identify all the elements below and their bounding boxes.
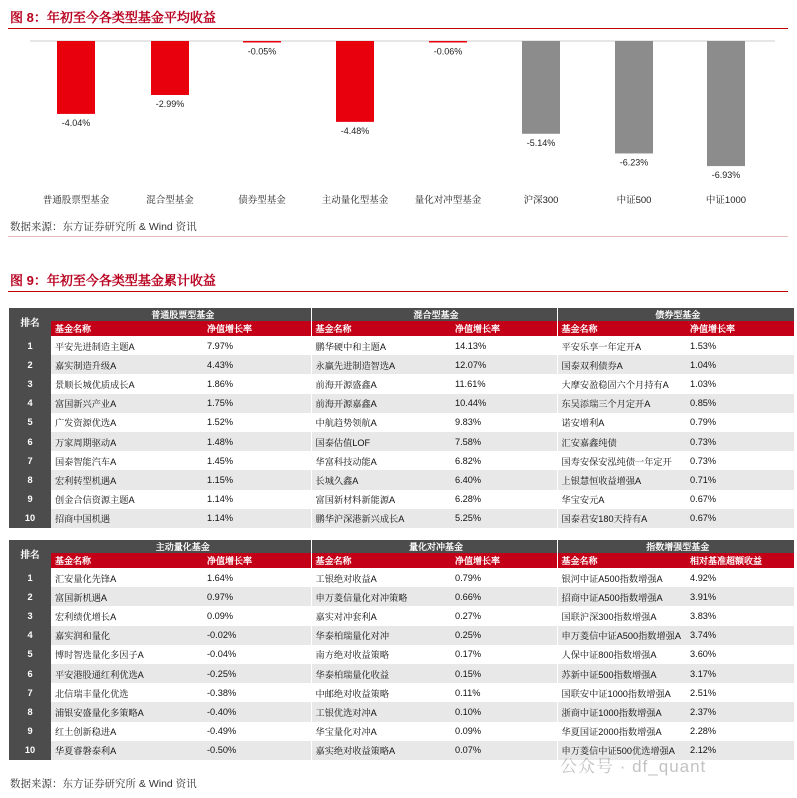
top-column-header: 净值增长率 [203,321,311,336]
category-label-1: 普通股票型基金 [42,195,110,206]
fund-name-cell: 创金合信资源主题A [51,490,203,509]
fund-name-cell: 汇安嘉鑫纯债 [557,432,686,451]
top-column-header: 净值增长率 [686,321,794,336]
bottom-group-header-2: 量化对冲基金 [311,540,557,553]
fund-name-cell: 万家周期驱动A [51,432,203,451]
table-row [9,722,794,741]
return-cell: 1.15% [203,470,311,489]
rank-cell: 9 [9,722,51,741]
rank-cell: 3 [9,606,51,625]
return-cell: 6.28% [451,490,557,509]
table-row [9,683,794,702]
fund-name-cell: 诺安增利A [557,413,686,432]
fund-name-cell: 申万菱信中证A500指数增强A [557,626,686,645]
table-row [9,413,794,432]
fund-name-cell: 国联安中证1000指数增强A [557,683,686,702]
bar-value-label-6: -5.14% [526,137,556,148]
rank-cell: 8 [9,470,51,489]
category-label-5: 量化对冲型基金 [414,195,482,206]
fund-name-cell: 平安港股通红利优选A [51,664,203,683]
rank-cell: 5 [9,645,51,664]
figure8-bottom-rule [8,236,788,237]
fund-name-cell: 前海开源嘉鑫A [311,394,451,413]
return-cell: 0.09% [203,606,311,625]
return-cell: 1.48% [203,432,311,451]
return-cell: 0.71% [686,470,794,489]
top-column-header: 基金名称 [51,321,203,336]
rank-cell: 2 [9,355,51,374]
bottom-fund-table [9,540,794,760]
fund-name-cell: 国联沪深300指数增强A [557,606,686,625]
fund-name-cell: 长城久鑫A [311,470,451,489]
fund-name-cell: 国泰估值LOF [311,432,451,451]
return-cell: 1.03% [686,374,794,393]
return-cell: 2.28% [686,722,794,741]
rank-cell: 7 [9,451,51,470]
return-cell: 5.25% [451,509,557,528]
category-label-4: 主动量化型基金 [321,195,389,206]
bottom-group-header-1: 主动量化基金 [51,540,311,553]
rank-header: 排名 [9,308,51,336]
bar-value-label-4: -4.48% [340,125,370,136]
fund-name-cell: 工银绝对收益A [311,568,451,587]
fund-name-cell: 红土创新稳进A [51,722,203,741]
table-row [9,606,794,625]
figure9-title-rule [8,291,788,292]
return-cell: 2.12% [686,741,794,760]
watermark: 公众号 · df_quant [560,757,707,776]
fund-name-cell: 鹏华硬中和主题A [311,336,451,355]
return-cell: 3.91% [686,587,794,606]
table-row [9,702,794,721]
bar-2 [151,41,189,95]
return-cell: 3.74% [686,626,794,645]
fund-name-cell: 华泰柏瑞量化对冲 [311,626,451,645]
return-cell: -0.25% [203,664,311,683]
fund-name-cell: 宏利转型机遇A [51,470,203,489]
fund-name-cell: 申万菱信量化对冲策略 [311,587,451,606]
fund-name-cell: 广发资源优选A [51,413,203,432]
return-cell: 7.97% [203,336,311,355]
bar-value-label-1: -4.04% [61,117,91,128]
bar-value-label-8: -6.93% [711,170,741,181]
rank-cell: 1 [9,568,51,587]
category-label-7: 中证500 [616,195,652,206]
rank-cell: 9 [9,490,51,509]
category-label-6: 沪深300 [523,195,559,206]
return-cell: 0.85% [686,394,794,413]
return-cell: 1.53% [686,336,794,355]
bottom-column-header: 基金名称 [557,553,686,568]
table-row [9,470,794,489]
fund-name-cell: 银河中证A500指数增强A [557,568,686,587]
table-row [9,568,794,587]
bottom-column-header: 基金名称 [311,553,451,568]
figure8-title: 图 8：年初至今各类型基金平均收益 [10,10,216,25]
rank-cell: 6 [9,664,51,683]
rank-cell: 10 [9,741,51,760]
return-cell: 1.86% [203,374,311,393]
fund-name-cell: 浦银安盛量化多策略A [51,702,203,721]
bar-value-label-7: -6.23% [619,157,649,168]
fund-name-cell: 前海开源盛鑫A [311,374,451,393]
return-cell: 3.83% [686,606,794,625]
bottom-column-header: 基金名称 [51,553,203,568]
top-group-header-2: 混合型基金 [311,308,557,321]
fund-name-cell: 人保中证800指数增强A [557,645,686,664]
table-row [9,374,794,393]
return-cell: -0.38% [203,683,311,702]
return-cell: 6.82% [451,451,557,470]
rank-cell: 4 [9,626,51,645]
top-column-header: 基金名称 [557,321,686,336]
return-cell: 6.40% [451,470,557,489]
category-label-8: 中证1000 [705,195,747,206]
return-cell: 1.14% [203,509,311,528]
fund-name-cell: 景顺长城优质成长A [51,374,203,393]
fund-name-cell: 富国新兴产业A [51,394,203,413]
rank-cell: 6 [9,432,51,451]
top-group-header-1: 普通股票型基金 [51,308,311,321]
return-cell: 0.09% [451,722,557,741]
table-row [9,394,794,413]
return-cell: 7.58% [451,432,557,451]
rank-cell: 4 [9,394,51,413]
return-cell: 0.66% [451,587,557,606]
fund-return-bar-chart [0,0,797,215]
return-cell: 0.17% [451,645,557,664]
top-column-header: 净值增长率 [451,321,557,336]
bottom-group-header-3: 指数增强型基金 [557,540,794,553]
bar-1 [57,41,95,114]
return-cell: 0.27% [451,606,557,625]
top-group-header-3: 债券型基金 [557,308,794,321]
return-cell: 1.04% [686,355,794,374]
return-cell: 4.92% [686,568,794,587]
top-fund-table [9,308,794,528]
return-cell: 1.45% [203,451,311,470]
return-cell: 0.10% [451,702,557,721]
return-cell: -0.49% [203,722,311,741]
fund-name-cell: 嘉实制造升级A [51,355,203,374]
return-cell: -0.50% [203,741,311,760]
return-cell: 1.75% [203,394,311,413]
return-cell: 0.97% [203,587,311,606]
fund-name-cell: 工银优选对冲A [311,702,451,721]
return-cell: 0.79% [686,413,794,432]
fund-name-cell: 国泰双利债券A [557,355,686,374]
table-row [9,355,794,374]
table-row [9,432,794,451]
fund-name-cell: 鹏华沪深港新兴成长A [311,509,451,528]
bottom-column-header: 净值增长率 [451,553,557,568]
fund-name-cell: 永赢先进制造智选A [311,355,451,374]
fund-name-cell: 苏新中证500指数增强A [557,664,686,683]
bar-7 [615,41,653,153]
table-row [9,336,794,355]
return-cell: 11.61% [451,374,557,393]
fund-name-cell: 浙商中证1000指数增强A [557,702,686,721]
table-row [9,626,794,645]
fund-name-cell: 中邮绝对收益策略 [311,683,451,702]
table-row [9,587,794,606]
return-cell: 0.11% [451,683,557,702]
fund-name-cell: 国泰智能汽车A [51,451,203,470]
rank-cell: 7 [9,683,51,702]
fund-name-cell: 大摩安盈稳固六个月持有A [557,374,686,393]
fund-name-cell: 嘉实绝对收益策略A [311,741,451,760]
return-cell: -0.04% [203,645,311,664]
bar-6 [522,41,560,134]
fund-name-cell: 南方绝对收益策略 [311,645,451,664]
return-cell: 3.60% [686,645,794,664]
fund-name-cell: 华泰柏瑞量化收益 [311,664,451,683]
table-row [9,451,794,470]
fund-name-cell: 宏利绩优增长A [51,606,203,625]
rank-cell: 10 [9,509,51,528]
category-label-2: 混合型基金 [146,195,194,206]
figure9-source: 数据来源：东方证券研究所 & Wind 资讯 [10,778,197,790]
fund-name-cell: 上银慧恒收益增强A [557,470,686,489]
return-cell: 4.43% [203,355,311,374]
return-cell: 0.67% [686,509,794,528]
table-row [9,645,794,664]
fund-name-cell: 东吴添瑞三个月定开A [557,394,686,413]
fund-name-cell: 博时智选量化多因子A [51,645,203,664]
return-cell: -0.02% [203,626,311,645]
table-row [9,664,794,683]
return-cell: 0.25% [451,626,557,645]
return-cell: 0.73% [686,432,794,451]
fund-name-cell: 华夏国证2000指数增强A [557,722,686,741]
fund-name-cell: 华夏睿磐泰利A [51,741,203,760]
figure9-title: 图 9：年初至今各类型基金累计收益 [10,273,216,288]
bar-value-label-2: -2.99% [155,98,185,109]
rank-header: 排名 [9,540,51,568]
bottom-column-header: 净值增长率 [203,553,311,568]
return-cell: 14.13% [451,336,557,355]
return-cell: -0.40% [203,702,311,721]
bar-value-label-5: -0.06% [433,46,463,57]
fund-name-cell: 华宝安元A [557,490,686,509]
table-row [9,509,794,528]
return-cell: 0.67% [686,490,794,509]
fund-name-cell: 平安乐享一年定开A [557,336,686,355]
fund-name-cell: 北信瑞丰量化优选 [51,683,203,702]
return-cell: 0.73% [686,451,794,470]
fund-name-cell: 中航趋势领航A [311,413,451,432]
fund-name-cell: 平安先进制造主题A [51,336,203,355]
bar-value-label-3: -0.05% [247,46,277,57]
return-cell: 0.07% [451,741,557,760]
rank-cell: 3 [9,374,51,393]
fund-name-cell: 嘉实对冲套利A [311,606,451,625]
rank-cell: 5 [9,413,51,432]
fund-name-cell: 申万菱信中证500优选增强A [557,741,686,760]
return-cell: 0.15% [451,664,557,683]
bar-5 [429,41,467,43]
fund-name-cell: 华富科技动能A [311,451,451,470]
figure8-source: 数据来源：东方证券研究所 & Wind 资讯 [10,221,197,233]
return-cell: 2.37% [686,702,794,721]
fund-name-cell: 华宝量化对冲A [311,722,451,741]
return-cell: 1.14% [203,490,311,509]
fund-name-cell: 国泰君安180天持有A [557,509,686,528]
rank-cell: 1 [9,336,51,355]
bar-3 [243,41,281,43]
return-cell: 0.79% [451,568,557,587]
return-cell: 12.07% [451,355,557,374]
bottom-column-header: 相对基准超额收益 [686,553,794,568]
return-cell: 10.44% [451,394,557,413]
return-cell: 3.17% [686,664,794,683]
return-cell: 2.51% [686,683,794,702]
category-label-3: 债券型基金 [238,195,286,206]
return-cell: 1.64% [203,568,311,587]
fund-name-cell: 富国新机遇A [51,587,203,606]
return-cell: 1.52% [203,413,311,432]
table-row [9,490,794,509]
fund-name-cell: 国寿安保安泓纯债一年定开 [557,451,686,470]
rank-cell: 8 [9,702,51,721]
fund-name-cell: 汇安量化先锋A [51,568,203,587]
fund-name-cell: 嘉实润和量化 [51,626,203,645]
bar-4 [336,41,374,122]
rank-cell: 2 [9,587,51,606]
fund-name-cell: 富国新材料新能源A [311,490,451,509]
return-cell: 9.83% [451,413,557,432]
fund-name-cell: 招商中证A500指数增强A [557,587,686,606]
fund-name-cell: 招商中国机遇 [51,509,203,528]
bar-8 [707,41,745,166]
top-column-header: 基金名称 [311,321,451,336]
